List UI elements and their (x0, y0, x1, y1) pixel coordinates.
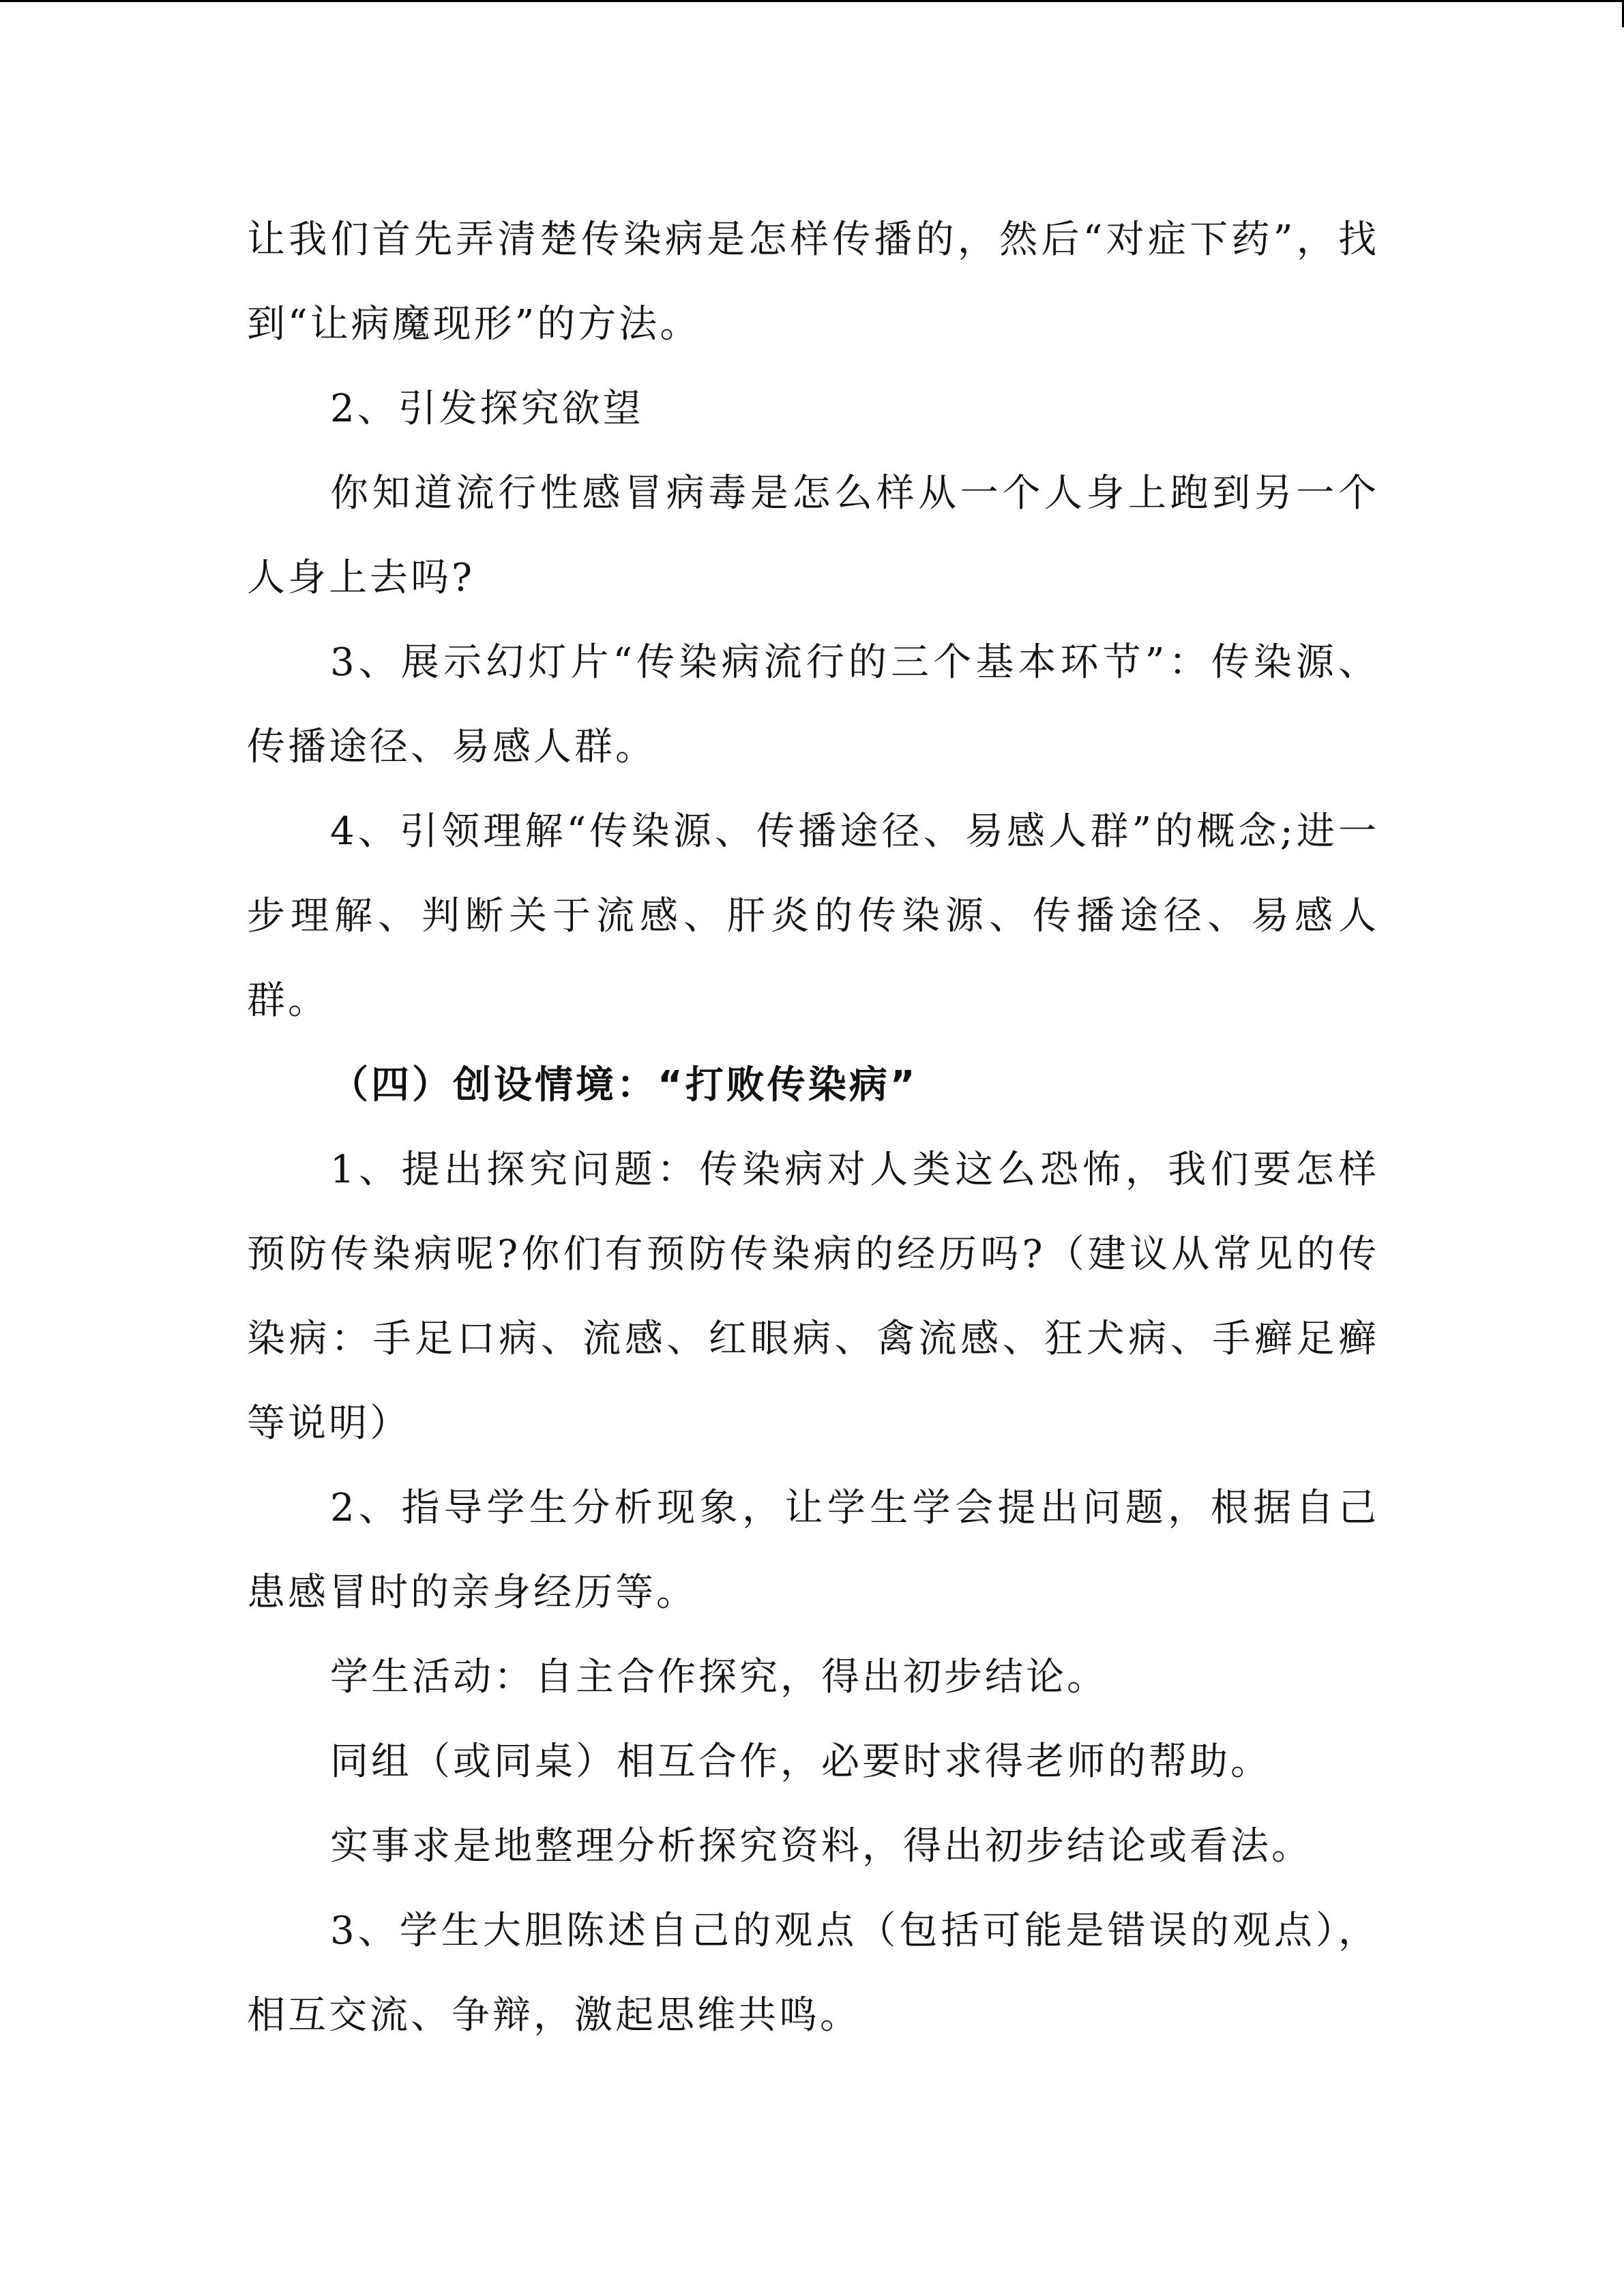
section-heading-4: （四）创设情境：“打败传染病” (330, 1063, 918, 1107)
paragraph-step-4-concepts: 4、引领理解“传染源、传播途径、易感人群”的概念;进一步理解、判断关于流感、肝炎的传染源、传播途径、易感人群。 (247, 809, 1379, 1023)
paragraph-inquiry-question: 1、提出探究问题：传染病对人类这么恐怖，我们要怎样预防传染病呢?你们有预防传染病的经历吗?（建议从常见的传染病：手足口病、流感、红眼病、禽流感、狂犬病、手癣足癣等说明） (247, 1148, 1379, 1446)
paragraph-organize-data: 实事求是地整理分析探究资料，得出初步结论或看法。 (330, 1824, 1312, 1868)
paragraph-student-activity: 学生活动：自主合作探究，得出初步结论。 (330, 1655, 1108, 1699)
paragraph-step-3-slides: 3、展示幻灯片“传染病流行的三个基本环节”：传染源、传播途径、易感人群。 (247, 640, 1379, 769)
paragraph-group-cooperation: 同组（或同桌）相互合作，必要时求得老师的帮助。 (330, 1740, 1271, 1784)
page-top-border (0, 0, 1624, 2)
paragraph-question-flu: 你知道流行性感冒病毒是怎么样从一个人身上跑到另一个人身上去吗? (247, 471, 1379, 600)
paragraph-intro-continuation: 让我们首先弄清楚传染病是怎样传播的，然后“对症下药”，找到“让病魔现形”的方法。 (247, 218, 1379, 346)
paragraph-present-views: 3、学生大胆陈述自己的观点（包括可能是错误的观点），相互交流、争辩，激起思维共鸣。 (247, 1909, 1379, 2038)
paragraph-guide-analysis: 2、指导学生分析现象，让学生学会提出问题，根据自己患感冒时的亲身经历等。 (247, 1486, 1379, 1615)
document-body (247, 198, 1379, 2058)
paragraph-step-2-title: 2、引发探究欲望 (330, 387, 644, 431)
